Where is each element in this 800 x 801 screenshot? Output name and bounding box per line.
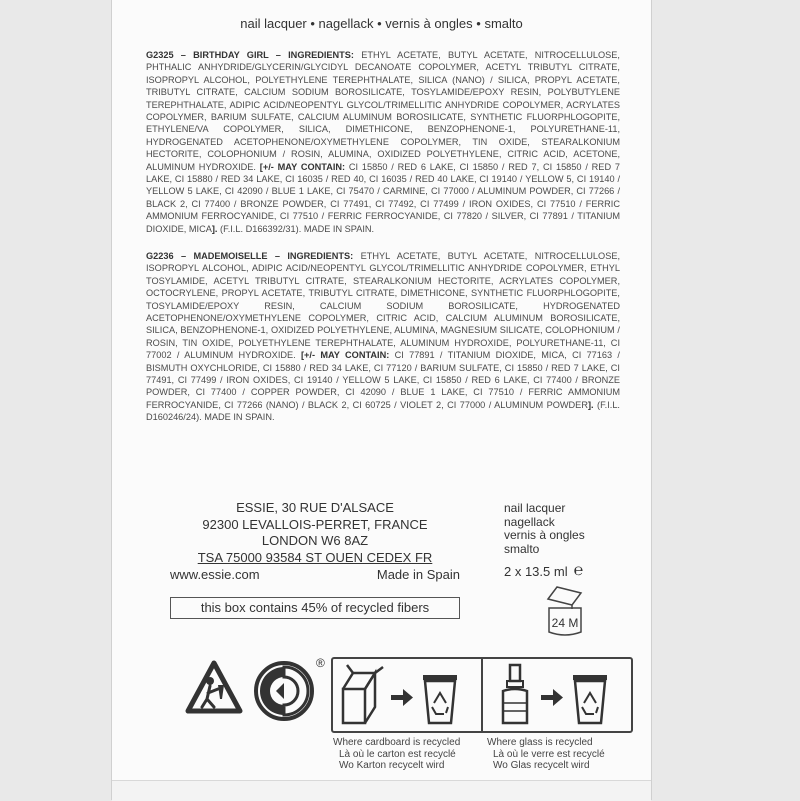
may-contain-close: ]. xyxy=(587,399,594,410)
fil-code: (F.I.L. D160246/24). xyxy=(146,399,620,423)
recycled-fibers-note: this box contains 45% of recycled fibers xyxy=(170,597,460,619)
ingredients-text: ETHYL ACETATE, BUTYL ACETATE, NITROCELLULOSE, ISOPROPYL ALCOHOL, ADIPIC ACID/NEOPENTYL GLYCOL/TRIMELLITIC ANHYDRIDE COPOLYMER, ETHYL TOSYLAMIDE, ACETYL TRIBUTYL CITRATE, STEARALKONIUM HECTORITE, ACRYLATES COPOLYMER, OCTOCRYLENE, PROPYL ACETATE, TRIBUTYL CITRATE, DIMETHICONE, SYNTHETIC FLUORPHLOGOPITE, TOSYLAMIDE/EPOXY RESIN, CALCIUM SODIUM BOROSILICATE, HYDROGENATED ACETOPHENONE/OXYMETHYLENE COPOLYMER, CITRIC ACID, CALCIUM ALUMINUM BOROSILICATE, SILICA, BENZOPHENONE-1, OXIDIZED POLYETHYLENE, ALUMINA, MAGNESIUM SILICATE, COLOPHONIUM / ROSIN, TIN OXIDE, POLYETHYLENE TEREPHTHALATE, ALUMINUM HYDROXIDE, POLYURETHANE-11, CI 77002 / ALUMINUM HYDROXIDE. xyxy=(146,251,620,361)
made-in-label: Made in Spain xyxy=(376,567,460,582)
cardboard-disposal xyxy=(333,659,481,731)
glass-caption xyxy=(479,737,633,772)
caption-line: Wo Glas recycelt wird xyxy=(493,760,590,771)
box-fold xyxy=(112,780,651,801)
recycle-bin-icon xyxy=(423,675,457,723)
estimated-sign-icon: ℮ xyxy=(573,562,584,579)
open-jar-icon xyxy=(545,582,585,643)
may-contain-text: CI 77891 / TITANIUM DIOXIDE, MICA, CI 77163 / BISMUTH OXYCHLORIDE, CI 15880 / RED 34 LAKE, CI 77120 / BARIUM SULFATE, CI 15850 / RED 7 LAKE, CI 77491, CI 77499 / IRON OXIDES, CI 19140 / YELLOW 5 LAKE, CI 15850 / RED 6 LAKE, CI 77400 / BRONZE POWDER, CI 77400 / COPPER POWDER, CI 42090 / BLUE 1 LAKE, CI 77510 / FERRIC AMMONIUM FERROCYANIDE, CI 77266 (NANO) / BLACK 2, CI 60725 / VIOLET 2, CI 77000 / ALUMINUM POWDER xyxy=(146,350,620,410)
made-in-spain: MADE IN SPAIN. xyxy=(204,412,275,423)
caption-line: Where glass is recycled xyxy=(487,737,593,748)
website-link[interactable]: www.essie.com xyxy=(170,567,260,582)
pao-label: 24 M xyxy=(551,616,579,630)
recycle-bin-icon xyxy=(573,675,607,723)
packaging-panel xyxy=(111,0,652,800)
disposal-instructions xyxy=(331,657,633,733)
nail-polish-bottle-icon xyxy=(503,665,527,723)
address-line: LONDON W6 8AZ xyxy=(261,533,369,548)
glass-disposal xyxy=(481,659,631,731)
ingredients-mademoiselle xyxy=(146,250,620,424)
fil-code: (F.I.L. D166392/31). xyxy=(220,223,302,234)
cardboard-box-icon xyxy=(343,665,383,723)
green-dot-icon xyxy=(256,663,312,719)
arrow-right-icon xyxy=(541,689,563,706)
caption-line: Là où le verre est recyclé xyxy=(493,748,605,760)
caption-line: Where cardboard is recycled xyxy=(333,737,461,748)
caption-line: Wo Karton recycelt wird xyxy=(339,760,445,771)
cardboard-caption xyxy=(331,737,479,772)
language-header: nail lacquer • nagellack • vernis à ongles • smalto xyxy=(240,16,523,31)
product-name: nagellack xyxy=(504,514,555,529)
product-name: smalto xyxy=(504,541,540,556)
tidyman-icon xyxy=(188,663,240,711)
ingredients-text: ETHYL ACETATE, BUTYL ACETATE, NITROCELLULOSE, PHTHALIC ANHYDRIDE/GLYCERIN/GLYCIDYL DECANOATE COPOLYMER, ACETYL TRIBUTYL CITRATE, ISOPROPYL ALCOHOL, POLYETHYLENE TEREPHTHALATE, SILICA (NANO) / SILICA, PROPYL ACETATE, TRIBUTYL CITRATE, CALCIUM SODIUM BOROSILICATE, TOSYLAMIDE/EPOXY RESIN, POLYBUTYLENE TEREPHTHALATE, ADIPIC ACID/NEOPENTYL GLYCOL/TRIMELLITIC ANHYDRIDE COPOLYMER, ACRYLATES COPOLYMER, BARIUM SULFATE, CALCIUM ALUMINUM BOROSILICATE, SYNTHETIC FLUORPHLOGOPITE, ETHYLENE/VA COPOLYMER, SILICA, DIMETHICONE, BENZOPHENONE-1, POLYURETHANE-11, HYDROGENATED ACETOPHENONE/OXYMETHYLENE COPOLYMER, TIN OXIDE, STEARALKONIUM HECTORITE, COLOPHONIUM / ROSIN, ALUMINA, OXIDIZED POLYETHYLENE, CITRIC ACID, ACETONE, ALUMINUM HYDROXIDE. xyxy=(146,50,620,172)
address-block xyxy=(170,500,460,584)
may-contain-close: ]. xyxy=(211,223,218,234)
registered-mark: ® xyxy=(316,656,325,670)
may-contain-label: [+/- MAY CONTAIN: xyxy=(301,350,390,361)
caption-line: Là où le carton est recyclé xyxy=(339,748,456,760)
recycling-symbols xyxy=(180,655,330,730)
quantity xyxy=(504,562,583,580)
made-in-spain: MADE IN SPAIN. xyxy=(303,223,375,234)
ingredients-title: G2325 – BIRTHDAY GIRL – INGREDIENTS: xyxy=(146,50,354,60)
address-line: TSA 75000 93584 ST OUEN CEDEX FR xyxy=(197,549,433,565)
may-contain-label: [+/- MAY CONTAIN: xyxy=(259,161,346,172)
arrow-right-icon xyxy=(391,689,413,706)
address-line: ESSIE, 30 RUE D'ALSACE xyxy=(236,500,394,515)
may-contain-text: CI 15850 / RED 6 LAKE, CI 15850 / RED 7, CI 15850 / RED 7 LAKE, CI 15880 / RED 34 LAKE, CI 16035 / RED 40, CI 16035 / RED 40 LAKE, CI 19140 / YELLOW 5, CI 19140 / YELLOW 5 LAKE, CI 42090 / BLUE 1 LAKE, CI 75470 / CARMINE, CI 77000 / ALUMINUM POWDER, CI 77266 / BLACK 2, CI 77400 / BRONZE POWDER, CI 77491, CI 77492, CI 77499 / IRON OXIDES, CI 77510 / FERRIC AMMONIUM FERROCYANIDE, CI 77510 / FERRIC FERROCYANIDE, CI 77820 / SILVER, CI 77891 / TITANIUM DIOXIDE, MICA xyxy=(146,161,620,234)
quantity-value: 2 x 13.5 ml xyxy=(504,563,568,579)
product-name: nail lacquer xyxy=(504,501,566,515)
website-row xyxy=(170,567,460,584)
ingredients-title: G2236 – MADEMOISELLE – INGREDIENTS: xyxy=(146,251,354,261)
ingredients-birthday-girl xyxy=(146,49,620,235)
disposal-captions xyxy=(331,737,633,772)
address-line: 92300 LEVALLOIS-PERRET, FRANCE xyxy=(202,516,428,532)
product-name: vernis à ongles xyxy=(504,528,585,542)
product-names xyxy=(504,502,585,556)
